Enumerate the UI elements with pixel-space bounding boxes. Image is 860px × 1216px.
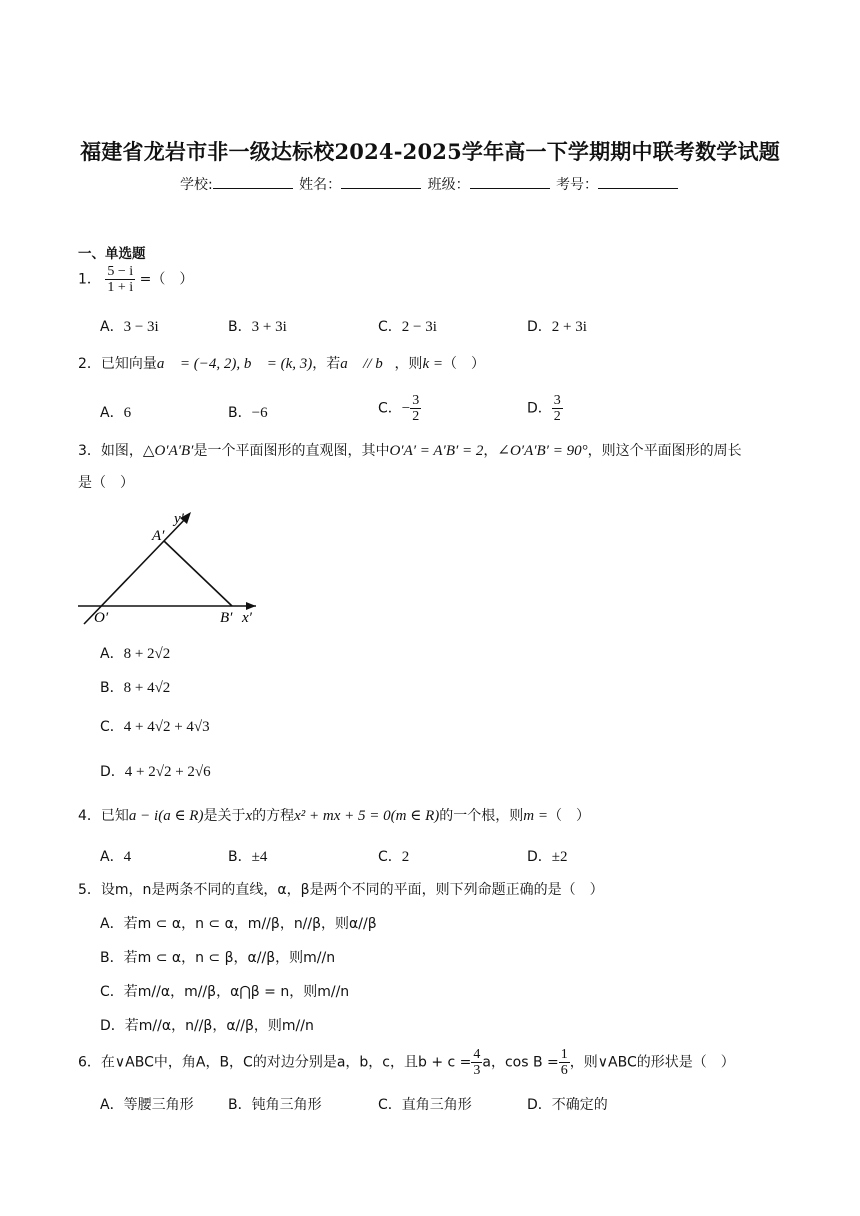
q4-option-b[interactable]: B．±4: [228, 849, 268, 865]
q4-option-d[interactable]: D．±2: [527, 849, 568, 865]
q6-option-d[interactable]: D．不确定的: [527, 1097, 608, 1113]
exam-no-blank[interactable]: [598, 176, 678, 189]
question-2: 2．已知向量a⃗ = (−4, 2), b⃗ = (k, 3)，若a⃗ // b⃗，则k =（ ）: [78, 356, 485, 372]
q2-option-d[interactable]: D． $\frac{3}{2}$: [527, 393, 561, 424]
q3-option-c[interactable]: C．4 + 4√2 + 4√3: [100, 719, 210, 735]
q3-option-a[interactable]: A．8 + 2√2: [100, 646, 171, 662]
exam-no-label: 考号：: [556, 177, 599, 193]
question-number: 1．: [78, 271, 101, 288]
q6-option-a[interactable]: A．等腰三角形: [100, 1097, 194, 1113]
q1-fraction: $\frac{5 - i}{1 + i}$: [107, 264, 134, 295]
segment-ab: [164, 541, 232, 606]
question-1: [78, 264, 193, 295]
q5-option-c[interactable]: C．若m//α，m//β，α⋂β = n，则m//n: [100, 984, 350, 1000]
q2-option-c[interactable]: C．− $\frac{3}{2}$: [378, 393, 420, 424]
page-title: 福建省龙岩市非一级达标校2024-2025学年高一下学期期中联考数学试题: [80, 139, 780, 164]
q3-option-b[interactable]: B．8 + 4√2: [100, 680, 171, 696]
section-heading: 一、单选题: [78, 246, 146, 262]
question-3-line2: 是（ ）: [78, 475, 134, 491]
q3-oblique-figure: [76, 506, 266, 630]
b-label: B′: [220, 610, 233, 626]
question-5: 5．设m，n是两条不同的直线，α，β是两个不同的平面，则下列命题正确的是（ ）: [78, 882, 604, 898]
x-label: x′: [242, 610, 252, 626]
q1-tail: =（ ）: [139, 271, 194, 288]
question-3: 3．如图，△O′A′B′是一个平面图形的直观图，其中O′A′ = A′B′ = 2，∠O′A′B′ = 90°，则这个平面图形的周长: [78, 443, 742, 459]
name-blank[interactable]: [341, 176, 421, 189]
q2-vectors: a⃗ = (−4, 2), b⃗ = (k, 3): [156, 356, 313, 372]
q1-option-d[interactable]: D．2 + 3i: [527, 319, 587, 335]
class-label: 班级：: [427, 177, 470, 193]
x-axis-arrow: [246, 602, 256, 610]
school-blank[interactable]: [213, 176, 293, 189]
student-info-line: [0, 174, 860, 194]
y-axis: [84, 516, 188, 624]
question-6: 6．在∨ABC中，角A，B，C的对边分别是a，b，c，且b + c = $\frac{4}{3}$ a，cos B = $\frac{1}{6}$ ，则∨ABC的形状是（ ）: [78, 1047, 735, 1078]
q5-option-d[interactable]: D．若m//α，n//β，α//β，则m//n: [100, 1018, 314, 1034]
q3-option-d[interactable]: D．4 + 2√2 + 2√6: [100, 764, 211, 780]
q5-option-b[interactable]: B．若m ⊂ α，n ⊂ β，α//β，则m//n: [100, 950, 336, 966]
q4-option-c[interactable]: C．2: [378, 849, 410, 865]
q1-option-a[interactable]: A．3 − 3i: [100, 319, 159, 335]
q6-option-b[interactable]: B．钝角三角形: [228, 1097, 322, 1113]
q2-option-a[interactable]: A．6: [100, 405, 132, 421]
o-label: O′: [94, 610, 109, 626]
a-label: A′: [152, 528, 165, 544]
q4-option-a[interactable]: A．4: [100, 849, 132, 865]
y-label: y′: [174, 511, 184, 527]
q5-option-a[interactable]: A．若m ⊂ α，n ⊂ α，m//β，n//β，则α//β: [100, 916, 377, 932]
name-label: 姓名：: [299, 177, 342, 193]
q1-option-b[interactable]: B．3 + 3i: [228, 319, 287, 335]
question-4: 4．已知a − i(a ∈ R)是关于x的方程x² + mx + 5 = 0(m ∈ R)的一个根，则m =（ ）: [78, 808, 590, 824]
school-label: 学校:: [179, 177, 213, 193]
q6-option-c[interactable]: C．直角三角形: [378, 1097, 472, 1113]
class-blank[interactable]: [470, 176, 550, 189]
q1-option-c[interactable]: C．2 − 3i: [378, 319, 437, 335]
q2-option-b[interactable]: B．−6: [228, 405, 268, 421]
